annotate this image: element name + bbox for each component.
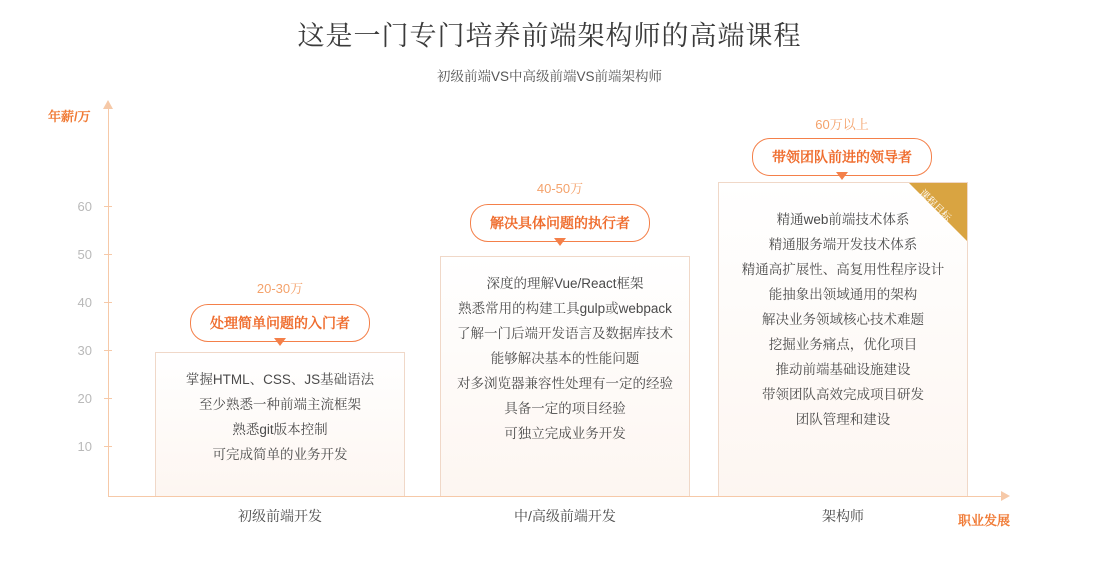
skill-item: 对多浏览器兼容性处理有一定的经验 <box>457 376 673 391</box>
role-badge-mid: 解决具体问题的执行者 <box>470 204 650 242</box>
y-axis-label: 年薪/万 <box>48 109 91 124</box>
skill-item: 解决业务领域核心技术难题 <box>762 312 924 327</box>
x-axis-line <box>108 496 1003 497</box>
y-tick-mark-60 <box>104 206 112 207</box>
y-tick-mark-30 <box>104 350 112 351</box>
x-axis-arrow-icon <box>1001 491 1010 501</box>
skill-item: 具备一定的项目经验 <box>504 401 626 416</box>
x-category-junior: 初级前端开发 <box>238 508 322 524</box>
skill-item: 熟悉git版本控制 <box>232 422 328 437</box>
skill-item: 深度的理解Vue/React框架 <box>486 276 644 291</box>
skill-item: 能够解决基本的性能问题 <box>490 351 640 366</box>
page-subtitle: 初级前端VS中高级前端VS前端架构师 <box>436 69 663 84</box>
y-tick-40: 40 <box>77 295 92 310</box>
bar-architect <box>718 182 968 496</box>
skill-item: 了解一门后端开发语言及数据库技术 <box>457 326 673 341</box>
x-category-architect: 架构师 <box>822 508 864 524</box>
y-tick-30: 30 <box>77 343 92 358</box>
bar-mid <box>440 256 690 496</box>
role-badge-arrow-mid-icon <box>554 238 566 246</box>
salary-label-mid: 40-50万 <box>536 181 584 196</box>
skill-item: 推动前端基础设施建设 <box>775 362 911 377</box>
role-badge-architect: 带领团队前进的领导者 <box>752 138 932 176</box>
skill-item: 可完成简单的业务开发 <box>212 447 348 462</box>
y-tick-50: 50 <box>77 247 92 262</box>
skill-item: 能抽象出领域通用的架构 <box>768 287 918 302</box>
skill-item: 至少熟悉一种前端主流框架 <box>199 397 361 412</box>
y-tick-mark-20 <box>104 398 112 399</box>
career-growth-chart <box>0 86 1099 556</box>
role-badge-arrow-junior-icon <box>274 338 286 346</box>
y-tick-mark-40 <box>104 302 112 303</box>
y-tick-60: 60 <box>77 199 92 214</box>
role-badge-arrow-architect-icon <box>836 172 848 180</box>
skill-item: 掌握HTML、CSS、JS基础语法 <box>185 372 375 387</box>
skill-item: 熟悉常用的构建工具gulp或webpack <box>458 301 672 316</box>
x-axis-label: 职业发展 <box>958 513 1011 528</box>
y-tick-mark-50 <box>104 254 112 255</box>
x-category-mid: 中/高级前端开发 <box>514 508 616 524</box>
salary-label-architect: 60万以上 <box>815 117 869 132</box>
skill-item: 团队管理和建设 <box>795 412 891 427</box>
course-goal-ribbon-label: 课程目标 <box>916 187 953 224</box>
skill-item: 精通高扩展性、高复用性程序设计 <box>741 262 945 277</box>
role-badge-junior: 处理简单问题的入门者 <box>190 304 370 342</box>
bar-junior <box>155 352 405 496</box>
skill-item: 挖掘业务痛点，优化项目 <box>768 337 918 352</box>
skill-item: 精通web前端技术体系 <box>776 212 910 227</box>
page-title: 这是一门专门培养前端架构师的高端课程 <box>297 21 802 51</box>
y-tick-20: 20 <box>77 391 92 406</box>
skill-item: 精通服务端开发技术体系 <box>768 237 918 252</box>
y-tick-10: 10 <box>77 439 92 454</box>
y-tick-mark-10 <box>104 446 112 447</box>
salary-label-junior: 20-30万 <box>256 281 304 296</box>
skill-item: 可独立完成业务开发 <box>504 426 626 441</box>
skill-item: 带领团队高效完成项目研发 <box>762 387 924 402</box>
